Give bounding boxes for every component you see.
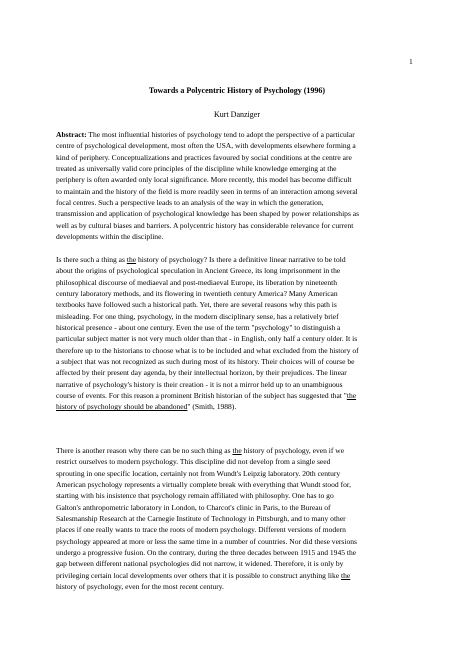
text-line: treated as universally valid core principles of the discipline while knowledge emerging at the <box>56 164 337 174</box>
text-line: privileging certain local developments over others that it is possible to construct anything like the <box>56 570 351 580</box>
text-line: to maintain and the history of the field is more readily seen in terms of an interaction among several <box>56 186 358 196</box>
text-line: periphery is often awarded only local significance. More recently, this model has become difficult <box>56 175 352 185</box>
text-line: Abstract: The most influential histories of psychology tend to adopt the perspective of a particular <box>56 130 355 139</box>
text-line: focal centres. Such a perspective leads to an analysis of the way in which the generation, <box>56 198 324 208</box>
text-line: well as by cultural biases and barriers. A polycentric history has considerable relevance for current <box>56 220 354 230</box>
text-line: affected by their present day agenda, by their intellectual horizon, by their prejudices. The linear <box>56 368 347 378</box>
text-line: history of psychology, even for the most recent century. <box>56 582 224 592</box>
text-line: Salesmanship Research at the Carnegie Institute of Technology in Pittsburgh, and to many other <box>56 514 346 524</box>
underlined-phrase: history of psychology should be abandoned <box>56 402 188 412</box>
text-line: philosophical discourse of mediaeval and post-mediaeval Europe, its liberation by nineteenth <box>56 277 338 287</box>
text-line: restrict ourselves to modern psychology. This discipline did not develop from a single seed <box>56 457 331 467</box>
text-line: centre of psychological development, most often the USA, with developments elsewhere forming a <box>56 141 356 151</box>
text-line: a subject that was not recognized as such during most of its history. Their choices will of course be <box>56 357 355 367</box>
text-line: particular subject matter is not very much older than that - in English, only half a century older. It is <box>56 334 358 344</box>
text-line: course of events. For this reason a prominent British historian of the subject has suggested that "the <box>56 391 357 401</box>
text-line: psychology appeared at more or less the same time in a number of countries. Nor did these versions <box>56 536 357 546</box>
abstract-label: Abstract: <box>56 130 87 139</box>
text-line: Is there such a thing as the history of psychology? Is there a definitive linear narrative to be told <box>56 255 346 264</box>
underlined-word: the <box>126 255 137 264</box>
text-line: kind of periphery. Conceptualizations and practices favoured by social conditions at the centre are <box>56 152 352 162</box>
underlined-word: the <box>341 570 351 580</box>
body-paragraph-2 <box>56 445 426 592</box>
underlined-word: the <box>346 391 357 401</box>
text-line: undergo a progressive fusion. On the contrary, during the three decades between 1915 and 1945 the <box>56 548 357 558</box>
text-line: sprouting in one specific location, certainly not from Wundt's Leipzig laboratory. 20th century <box>56 468 341 478</box>
text-line: misleading. For one thing, psychology, in the modern disciplinary sense, has a relatively brief <box>56 311 339 321</box>
underlined-word: the <box>232 446 242 455</box>
text-line: developments within the discipline. <box>56 232 164 242</box>
text-line: century laboratory methods, and its flowering in twentieth century America? Many American <box>56 289 338 299</box>
text-line: textbooks have followed such a historical path. Yet, there are several reasons why this path is <box>56 300 337 310</box>
text-line: narrative of psychology's history is their creation - it is not a mirror held up to an unambiguous <box>56 379 343 389</box>
text-line: transmission and application of psychological knowledge has been shaped by power relationships as <box>56 209 360 219</box>
text-line: about the origins of psychological speculation in Ancient Greece, its long imprisonment in the <box>56 266 341 276</box>
text-line: history of psychology should be abandoned" (Smith, 1988). <box>56 402 237 412</box>
text-line: Galton's anthropometric laboratory in London, to Charcot's clinic in Paris, to the Bureau of <box>56 502 331 512</box>
document-title: Towards a Polycentric History of Psychology (1996) <box>148 86 326 95</box>
text-line: therefore up to the historians to choose what is to be included and what excluded from the history of <box>56 345 359 355</box>
abstract-paragraph <box>56 129 426 242</box>
text-line: American psychology represents a virtually complete break with everything that Wundt stood for, <box>56 480 351 490</box>
text-line: starting with his insistence that psychology remain affiliated with philosophy. One has to go <box>56 491 334 501</box>
page-number: 1 <box>409 57 413 66</box>
text-line: gap between different national psychologies did not narrow, it widened. Therefore, it is only by <box>56 559 344 569</box>
author-name: Kurt Danziger <box>214 110 260 119</box>
text-line: historical presence - about one century. Even the use of the term "psychology" to distinguish a <box>56 323 341 333</box>
text-line: places if one really wants to trace the roots of modern psychology. Different versions of modern <box>56 525 346 535</box>
body-paragraph-1 <box>56 254 426 413</box>
text-line: There is another reason why there can be no such thing as the history of psychology, even if we <box>56 446 345 455</box>
